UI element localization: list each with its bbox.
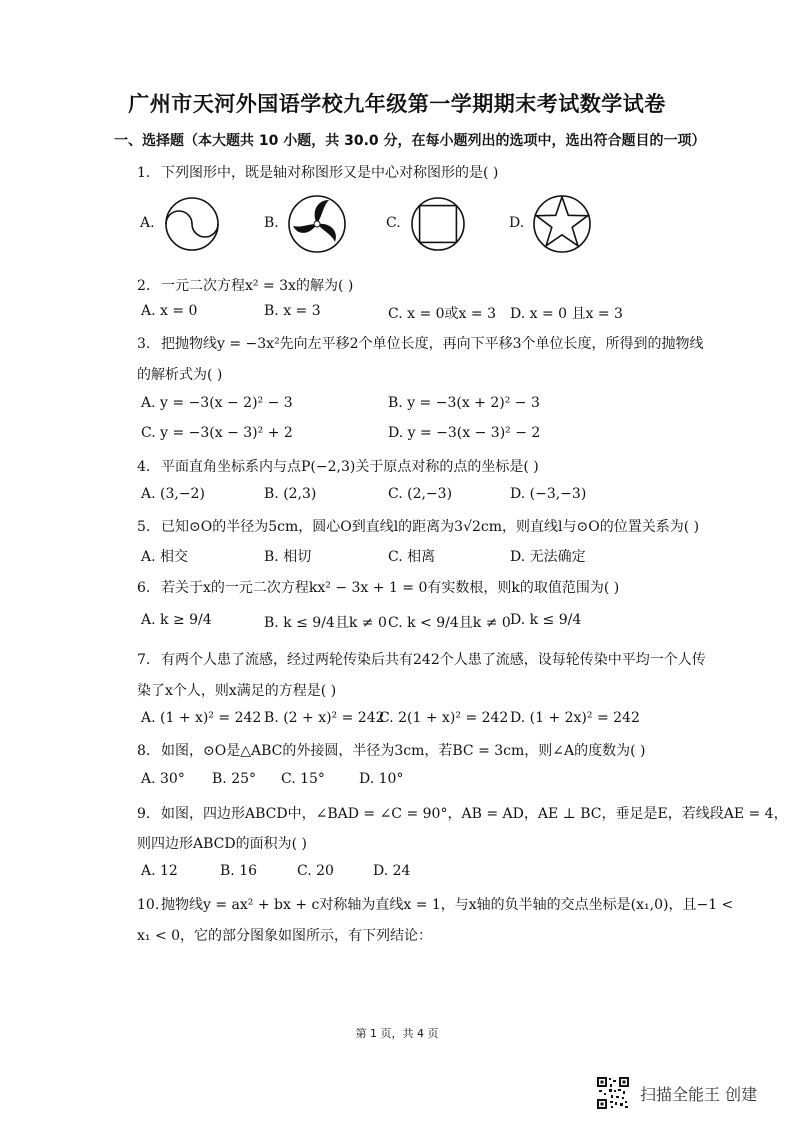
option-b: B. (2 + x)² = 242 <box>264 710 385 726</box>
option-a: A. (1 + x)² = 242 <box>141 710 262 726</box>
option-c: C. (2,−3) <box>388 486 453 502</box>
option-a: A. (3,−2) <box>141 486 205 502</box>
option-d: D. y = −3(x − 3)² − 2 <box>388 425 541 441</box>
option-d: D. 24 <box>373 863 411 879</box>
option-d: D. 10° <box>359 771 404 787</box>
question-1 <box>137 162 498 182</box>
question-2 <box>137 275 353 295</box>
question-7 <box>137 649 706 669</box>
question-number: 2. <box>137 278 151 294</box>
question-text: 如图，⊙O是△ABC的外接圆，半径为3cm，若BC = 3cm，则∠A的度数为( ) <box>161 743 646 759</box>
option-a: A. 相交 <box>141 549 189 565</box>
option-a: A. 12 <box>141 863 178 879</box>
option-b: B. k ≤ 9/4且k ≠ 0 <box>264 615 387 631</box>
question-text: 抛物线y = ax² + bx + c对称轴为直线x = 1，与x轴的负半轴的交点坐标是(x₁,0)，且−1 < <box>161 897 734 913</box>
option-a: A. x = 0 <box>141 303 198 319</box>
option-a: A. k ≥ 9/4 <box>141 612 212 628</box>
option-b: B. (2,3) <box>264 486 317 502</box>
option-b: B. 相切 <box>264 549 312 565</box>
option-a: A. y = −3(x − 2)² − 3 <box>141 395 293 411</box>
option-b: B. 16 <box>220 863 258 879</box>
question-text: 下列图形中，既是轴对称图形又是中心对称图形的是( ) <box>161 165 499 181</box>
question-10-continued: x₁ < 0，它的部分图象如图所示，有下列结论： <box>137 928 433 944</box>
question-number: 4. <box>137 459 151 475</box>
question-text: 有两个人患了流感，经过两轮传染后共有242个人患了流感，设每轮传染中平均一个人传 <box>161 652 706 668</box>
question-10 <box>137 894 733 914</box>
watermark-text: 扫描全能王 创建 <box>640 1084 758 1104</box>
question-9 <box>137 803 788 823</box>
question-text: 若关于x的一元二次方程kx² − 3x + 1 = 0有实数根，则k的取值范围为( ) <box>161 580 620 596</box>
option-c-label: C. <box>386 215 401 231</box>
question-text: 把抛物线y = −3x²先向左平移2个单位长度，再向下平移3个单位长度，所得到的抛物线 <box>161 336 704 352</box>
question-number: 8. <box>137 743 151 759</box>
question-7-continued: 染了x个人，则x满足的方程是( ) <box>137 683 337 699</box>
question-text: 平面直角坐标系内与点P(−2,3)关于原点对称的点的坐标是( ) <box>161 459 539 475</box>
taiji-figure <box>164 196 220 252</box>
question-5 <box>137 516 699 536</box>
option-d: D. (1 + 2x)² = 242 <box>510 710 640 726</box>
section-heading: 一、选择题（本大题共 10 小题，共 30.0 分，在每小题列出的选项中，选出符合题目的一项） <box>114 133 706 149</box>
question-text: 如图，四边形ABCD中，∠BAD = ∠C = 90°，AB = AD，AE ⊥ BC，垂足是E，若线段AE = 4， <box>161 806 788 822</box>
option-d: D. 无法确定 <box>510 549 586 565</box>
option-b-label: B. <box>264 215 279 231</box>
star-in-circle-figure <box>532 194 592 254</box>
option-c: C. 2(1 + x)² = 242 <box>379 710 509 726</box>
question-number: 9. <box>137 806 151 822</box>
question-number: 6. <box>137 580 151 596</box>
option-b: B. y = −3(x + 2)² − 3 <box>388 395 540 411</box>
option-d: D. k ≤ 9/4 <box>510 612 582 628</box>
scanner-watermark <box>596 1076 757 1110</box>
option-a: A. 30° <box>141 771 185 787</box>
question-number: 1. <box>137 165 151 181</box>
option-c: C. y = −3(x − 3)² + 2 <box>141 425 293 441</box>
option-c: C. k < 9/4且k ≠ 0 <box>388 615 511 631</box>
option-c: C. 20 <box>297 863 334 879</box>
option-d: D. x = 0 且x = 3 <box>510 306 623 322</box>
option-d: D. (−3,−3) <box>510 486 587 502</box>
question-3-continued: 的解析式为( ) <box>137 367 223 383</box>
page-title: 广州市天河外国语学校九年级第一学期期末考试数学试卷 <box>128 92 666 116</box>
question-text: 一元二次方程x² = 3x的解为( ) <box>161 278 354 294</box>
question-number: 3. <box>137 336 151 352</box>
option-a-label: A. <box>140 215 155 231</box>
qr-code-icon <box>596 1076 630 1110</box>
question-8 <box>137 740 646 760</box>
question-9-continued: 则四边形ABCD的面积为( ) <box>137 836 307 852</box>
question-text: 已知⊙O的半径为5cm，圆心O到直线l的距离为3√2cm，则直线l与⊙O的位置关系为( ) <box>161 519 700 535</box>
option-c: C. 15° <box>281 771 325 787</box>
three-swirl-figure <box>287 194 347 254</box>
question-number: 7. <box>137 652 151 668</box>
question-number: 10. <box>137 897 160 913</box>
square-in-circle-figure <box>410 196 466 252</box>
option-b: B. 25° <box>212 771 257 787</box>
question-3 <box>137 333 704 353</box>
question-number: 5. <box>137 519 151 535</box>
page-footer: 第 1 页，共 4 页 <box>355 1027 439 1040</box>
option-c: C. 相离 <box>388 549 436 565</box>
option-d-label: D. <box>509 215 525 231</box>
question-4 <box>137 456 539 476</box>
option-c: C. x = 0或x = 3 <box>388 306 496 322</box>
option-b: B. x = 3 <box>264 303 321 319</box>
question-6 <box>137 577 619 597</box>
